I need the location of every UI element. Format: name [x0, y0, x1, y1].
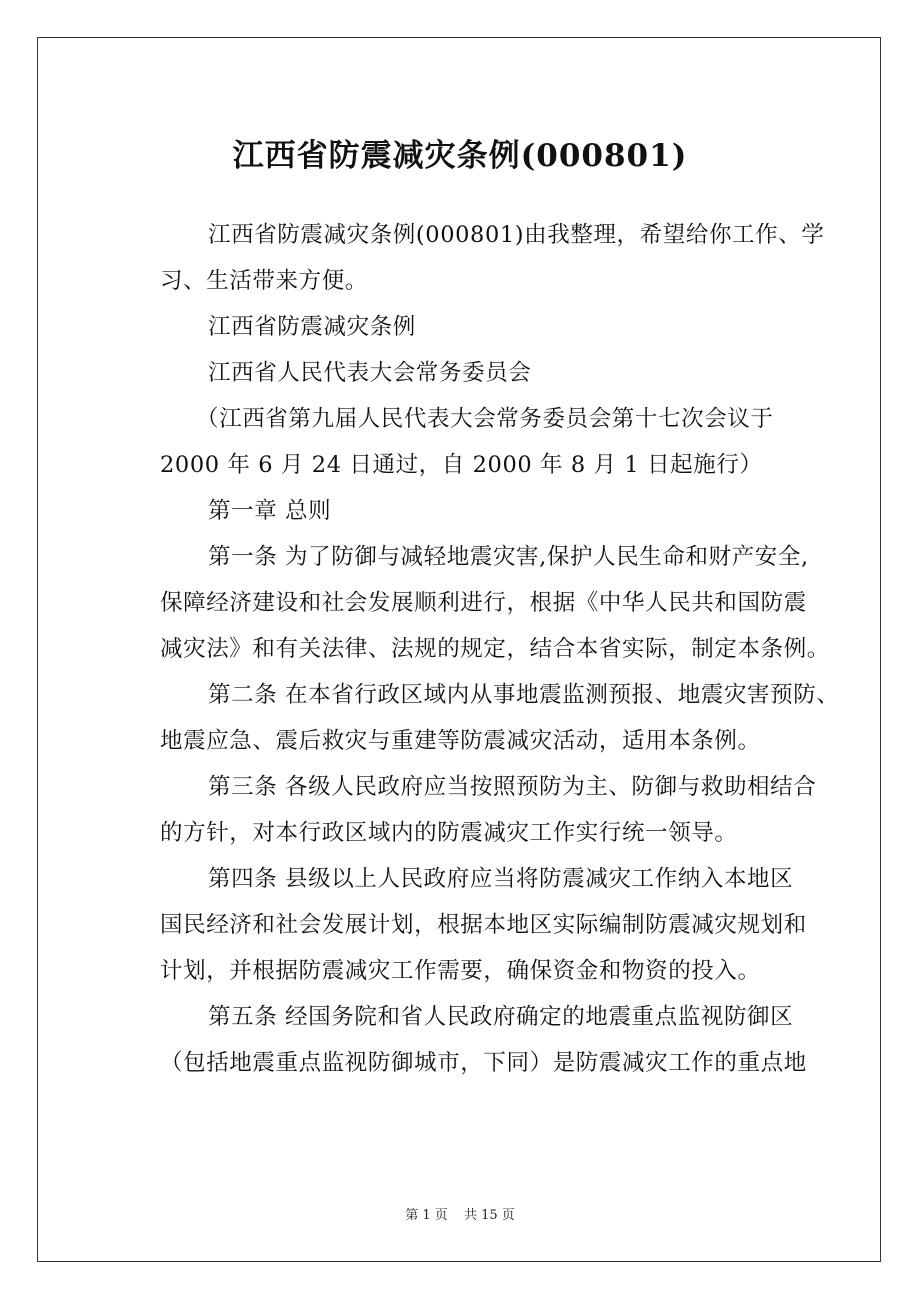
text-line: 第二条 在本省行政区域内从事地震监测预报、地震灾害预防、 — [208, 682, 840, 708]
page-footer — [0, 1204, 920, 1223]
article-2 — [112, 672, 840, 764]
document-body — [112, 212, 840, 1086]
page-total: 共 15 页 — [463, 1208, 515, 1223]
text-line: 第四条 县级以上人民政府应当将防震减灾工作纳入本地区 — [208, 866, 794, 892]
article-1 — [112, 534, 830, 672]
text-line: （包括地震重点监视防御城市，下同）是防震减灾工作的重点地 — [160, 1050, 807, 1076]
text-line: 第一条 为了防御与减轻地震灾害,保护人民生命和财产安全, — [208, 544, 809, 570]
text-line: 国民经济和社会发展计划，根据本地区实际编制防震减灾规划和 — [160, 912, 807, 938]
text-line: 2000 年 6 月 24 日通过，自 2000 年 8 月 1 日起施行） — [160, 452, 763, 478]
text-line: 第三条 各级人民政府应当按照预防为主、防御与救助相结合 — [208, 774, 817, 800]
text-line: 第一章 总则 — [208, 498, 332, 524]
text-line: 保障经济建设和社会发展顺利进行，根据《中华人民共和国防震 — [160, 590, 807, 616]
text-line: 习、生活带来方便。 — [160, 268, 368, 294]
text-line: 第五条 经国务院和省人民政府确定的地震重点监视防御区 — [208, 1004, 794, 1030]
text-line: 江西省防震减灾条例 — [208, 314, 416, 340]
page-number: 第 1 页 — [405, 1208, 448, 1223]
paragraph-issuer — [112, 350, 822, 396]
article-4 — [112, 856, 822, 994]
paragraph-intro — [112, 212, 825, 304]
article-3 — [112, 764, 822, 856]
chapter-heading — [112, 488, 822, 534]
document-title: 江西省防震减灾条例(000801) — [232, 137, 688, 174]
text-line: 江西省防震减灾条例(000801)由我整理，希望给你工作、学 — [208, 222, 825, 248]
text-line: 减灾法》和有关法律、法规的规定，结合本省实际，制定本条例。 — [160, 636, 830, 662]
paragraph-adoption-note — [112, 396, 822, 488]
text-line: 的方针，对本行政区域内的防震减灾工作实行统一领导。 — [160, 820, 738, 846]
text-line: 江西省人民代表大会常务委员会 — [208, 360, 532, 386]
text-line: 地震应急、震后救灾与重建等防震减灾活动，适用本条例。 — [160, 728, 761, 754]
text-line: 计划，并根据防震减灾工作需要，确保资金和物资的投入。 — [160, 958, 761, 984]
paragraph-regulation-name — [112, 304, 822, 350]
article-5 — [112, 994, 822, 1086]
text-line: （江西省第九届人民代表大会常务委员会第十七次会议于 — [196, 406, 774, 432]
